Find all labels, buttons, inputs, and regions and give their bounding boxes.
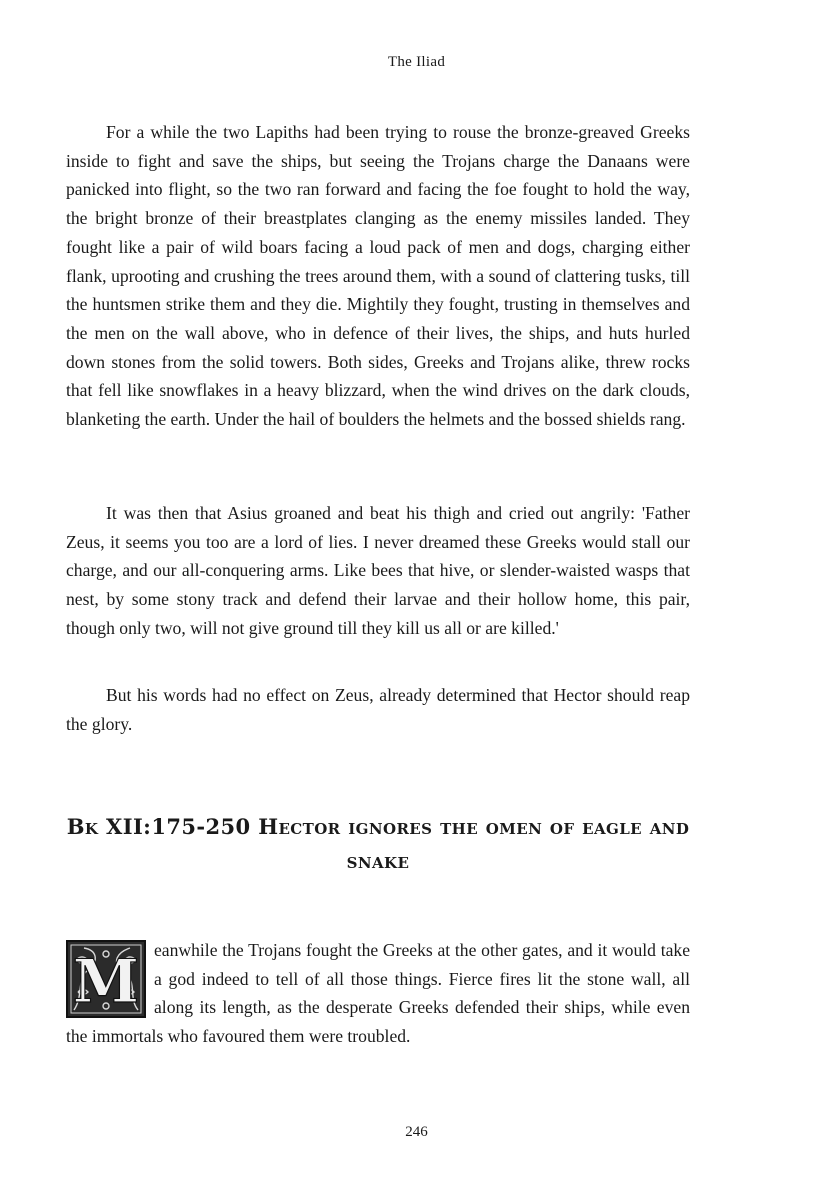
dropcap-ornament bbox=[66, 940, 146, 1018]
dropcap-letter: M bbox=[72, 947, 140, 1017]
page-number: 246 bbox=[405, 1124, 428, 1140]
paragraph-asius bbox=[66, 499, 690, 643]
section-first-paragraph bbox=[66, 936, 690, 1051]
running-header: The Iliad bbox=[387, 54, 446, 70]
paragraph-text: For a while the two Lapiths had been trying to rouse the bronze-greaved Greeks inside to fight and save the ships, but seeing the Trojans charge the Danaans were panicked into flight, so the two ran forward and facing the foe fought to hold the way, the bright bronze of their breastplates clanging as the enemy missiles landed. They fought like a pair of wild boars facing a loud pack of men and dogs, charging either flank, uprooting and crushing the trees around them, with a sound of clattering tusks, till the huntsmen strike them and they die. Mightily they fought, trusting in themselves and the men on the wall above, who in defence of their lives, the ships, and huts hurled down stones from the solid towers. Both sides, Greeks and Trojans alike, threw rocks that fell like snowflakes in a heavy blizzard, when the wind drives on the dark clouds, blanketing the earth. Under the hail of boulders the helmets and the bossed shields rang. bbox=[66, 122, 690, 430]
paragraph-lapiths bbox=[66, 118, 690, 434]
paragraph-zeus bbox=[66, 681, 690, 738]
paragraph-text: But his words had no effect on Zeus, already determined that Hector should reap the glory. bbox=[66, 685, 690, 734]
paragraph-text: eanwhile the Trojans fought the Greeks at the other gates, and it would take a god indeed to tell of all those things. Fierce fires lit the stone wall, all along its length, as the desperate Greeks defended their ships, while even the immortals who favoured them were troubled. bbox=[66, 940, 690, 1047]
section-heading: Bk XII:175-250 Hector ignores the omen of eagle and snake bbox=[66, 814, 690, 873]
dropcap-m bbox=[66, 940, 146, 1018]
paragraph-text: It was then that Asius groaned and beat his thigh and cried out angrily: 'Father Zeus, it seems you too are a lord of lies. I never dreamed these Greeks would stall our charge, and our all-conquering arms. Like bees that hive, or slender-waisted wasps that nest, by some stony track and defend their larvae and their hollow home, this pair, though only two, will not give ground till they kill us all or are killed.' bbox=[66, 503, 690, 638]
